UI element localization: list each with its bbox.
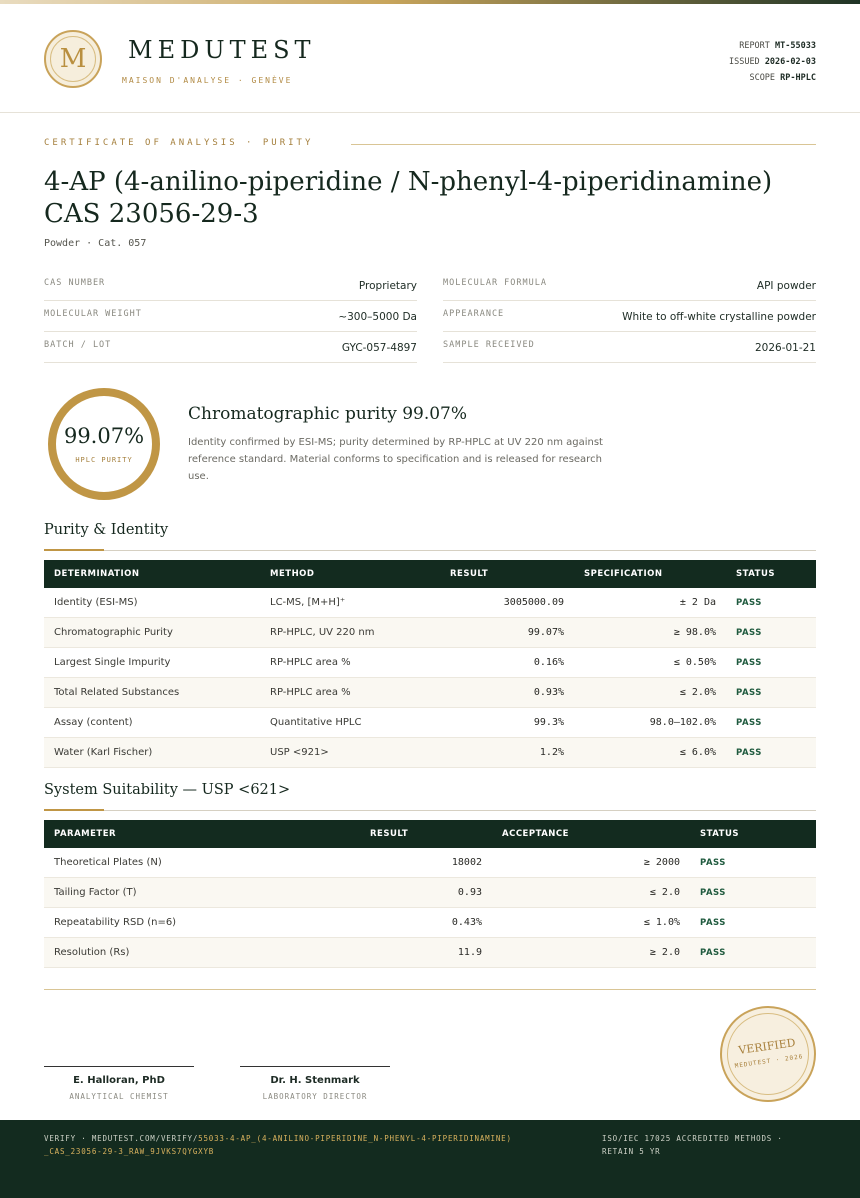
status-badge: PASS xyxy=(690,878,816,908)
tables-end-rule xyxy=(44,989,816,990)
verify-link[interactable]: 55033-4-AP_(4-ANILINO-PIPERIDINE_N-PHENYL-4-PIPERIDINAMINE)_CAS_23056-29-3_RAW_9JVKS7QYGXYB xyxy=(44,1134,512,1156)
result-cell: 0.16% xyxy=(440,648,574,678)
specification-cell: ≤ 0.50% xyxy=(574,648,726,678)
summary-text: Identity confirmed by ESI-MS; purity determined by RP-HPLC at UV 220 nm against reference standard. Material conforms to specification and is released for research use. xyxy=(188,437,603,482)
result-cell: 99.3% xyxy=(440,708,574,738)
parameter-cell: Repeatability RSD (n=6) xyxy=(44,908,360,938)
table-row xyxy=(44,848,816,878)
purity-table xyxy=(44,560,816,768)
table-row xyxy=(44,738,816,768)
status-badge: PASS xyxy=(726,678,816,708)
purity-table-header xyxy=(44,560,816,588)
footer-bar xyxy=(0,1120,860,1198)
report-number: MT-55033 xyxy=(775,41,816,51)
method-cell: Quantitative HPLC xyxy=(260,708,440,738)
purity-section-accent xyxy=(44,549,104,551)
medutest-logo xyxy=(44,30,102,88)
column-header: ACCEPTANCE xyxy=(492,820,690,848)
property-value: Proprietary xyxy=(358,280,417,292)
purity-section-title: Purity & Identity xyxy=(44,522,169,538)
determination-cell: Assay (content) xyxy=(44,708,260,738)
acceptance-cell: ≥ 2000 xyxy=(492,848,690,878)
column-header: DETERMINATION xyxy=(44,560,260,588)
result-cell: 11.9 xyxy=(360,938,492,968)
property-key: BATCH / LOT xyxy=(44,340,112,350)
table-row xyxy=(44,648,816,678)
table-row xyxy=(44,588,816,618)
kicker-rule xyxy=(351,144,816,145)
suitability-table-header xyxy=(44,820,816,848)
result-cell: 1.2% xyxy=(440,738,574,768)
determination-cell: Chromatographic Purity xyxy=(44,618,260,648)
property-key: MOLECULAR WEIGHT xyxy=(44,309,142,319)
method-cell: LC-MS, [M+H]⁺ xyxy=(260,588,440,618)
property-key: CAS NUMBER xyxy=(44,278,106,288)
property-appearance xyxy=(443,301,816,332)
table-row xyxy=(44,618,816,648)
table-row xyxy=(44,678,816,708)
result-cell: 0.93% xyxy=(440,678,574,708)
table-row xyxy=(44,938,816,968)
table-row xyxy=(44,708,816,738)
property-key: APPEARANCE xyxy=(443,309,505,319)
specification-cell: ± 2 Da xyxy=(574,588,726,618)
result-cell: 3005000.09 xyxy=(440,588,574,618)
result-cell: 99.07% xyxy=(440,618,574,648)
signature-line-director xyxy=(240,1066,390,1067)
header-divider xyxy=(0,112,860,113)
document-kicker: CERTIFICATE OF ANALYSIS · PURITY xyxy=(44,138,314,148)
status-badge: PASS xyxy=(726,588,816,618)
property-key: SAMPLE RECEIVED xyxy=(443,340,535,350)
status-badge: PASS xyxy=(690,848,816,878)
column-header: RESULT xyxy=(440,560,574,588)
suitability-section-rule xyxy=(44,810,816,811)
acceptance-cell: ≥ 2.0 xyxy=(492,938,690,968)
suitability-table xyxy=(44,820,816,968)
column-header: STATUS xyxy=(690,820,816,848)
signature-role-chemist: ANALYTICAL CHEMIST xyxy=(69,1092,169,1101)
column-header: PARAMETER xyxy=(44,820,360,848)
seal-subtext: MEDUTEST · 2026 xyxy=(734,1053,804,1070)
property-value: 2026-01-21 xyxy=(754,342,816,354)
determination-cell: Largest Single Impurity xyxy=(44,648,260,678)
column-header: RESULT xyxy=(360,820,492,848)
method-cell: RP-HPLC area % xyxy=(260,648,440,678)
property-value: White to off-white crystalline powder xyxy=(622,311,816,323)
result-cell: 18002 xyxy=(360,848,492,878)
issued-label: ISSUED xyxy=(728,57,760,67)
column-header: METHOD xyxy=(260,560,440,588)
suitability-section-title: System Suitability — USP <621> xyxy=(44,782,291,798)
column-header: SPECIFICATION xyxy=(574,560,726,588)
report-meta xyxy=(729,38,816,86)
specification-cell: ≥ 98.0% xyxy=(574,618,726,648)
column-header: STATUS xyxy=(726,560,816,588)
product-subtitle: Powder · Cat. 057 xyxy=(44,238,147,249)
purity-ring-badge xyxy=(48,388,160,500)
property-value: ~300–5000 Da xyxy=(338,311,417,323)
purity-section-rule xyxy=(44,550,816,551)
signature-name-director: Dr. H. Stenmark xyxy=(270,1075,360,1086)
parameter-cell: Resolution (Rs) xyxy=(44,938,360,968)
result-cell: 0.43% xyxy=(360,908,492,938)
brand-tagline: MAISON D'ANALYSE · GENÈVE xyxy=(122,76,293,85)
property-key: MOLECULAR FORMULA xyxy=(443,278,547,288)
scope-label: SCOPE xyxy=(749,73,776,83)
result-cell: 0.93 xyxy=(360,878,492,908)
property-molecular-formula xyxy=(443,270,816,301)
property-value: API powder xyxy=(756,280,816,292)
scope-row xyxy=(729,70,816,86)
product-title: 4-AP (4-anilino-piperidine / N-phenyl-4-piperidinamine) CAS 23056-29-3 xyxy=(44,167,773,229)
specification-cell: ≤ 6.0% xyxy=(574,738,726,768)
property-sample-received xyxy=(443,332,816,363)
summary-headline: Chromatographic purity 99.07% xyxy=(188,404,468,424)
status-badge: PASS xyxy=(726,738,816,768)
table-row xyxy=(44,878,816,908)
method-cell: RP-HPLC area % xyxy=(260,678,440,708)
accreditation-note: ISO/IEC 17025 ACCREDITED METHODS · RETAIN 5 YR xyxy=(602,1134,783,1156)
method-cell: USP <921> xyxy=(260,738,440,768)
determination-cell: Identity (ESI-MS) xyxy=(44,588,260,618)
specification-cell: ≤ 2.0% xyxy=(574,678,726,708)
suitability-section-accent xyxy=(44,809,104,811)
acceptance-cell: ≤ 2.0 xyxy=(492,878,690,908)
status-badge: PASS xyxy=(726,708,816,738)
status-badge: PASS xyxy=(726,618,816,648)
signature-line-chemist xyxy=(44,1066,194,1067)
status-badge: PASS xyxy=(726,648,816,678)
property-cas-number xyxy=(44,270,417,301)
acceptance-cell: ≤ 1.0% xyxy=(492,908,690,938)
report-label: REPORT xyxy=(739,41,770,51)
top-accent-bar xyxy=(0,0,860,4)
issued-row xyxy=(729,54,816,70)
purity-label: HPLC PURITY xyxy=(75,456,133,464)
scope-value: RP-HPLC xyxy=(780,73,816,83)
specification-cell: 98.0–102.0% xyxy=(574,708,726,738)
signature-name-chemist: E. Halloran, PhD xyxy=(73,1075,165,1086)
logo-letter: M xyxy=(59,44,87,74)
method-cell: RP-HPLC, UV 220 nm xyxy=(260,618,440,648)
verify-block xyxy=(44,1132,514,1158)
property-molecular-weight xyxy=(44,301,417,332)
determination-cell: Water (Karl Fischer) xyxy=(44,738,260,768)
brand-name: MEDUTEST xyxy=(128,36,316,64)
property-value: GYC-057-4897 xyxy=(341,342,417,354)
issued-date: 2026-02-03 xyxy=(764,57,816,67)
report-number-row xyxy=(729,38,816,54)
signature-role-director: LABORATORY DIRECTOR xyxy=(262,1092,368,1101)
verified-seal xyxy=(714,1000,822,1108)
status-badge: PASS xyxy=(690,938,816,968)
parameter-cell: Tailing Factor (T) xyxy=(44,878,360,908)
seal-text: VERIFIED xyxy=(737,1036,797,1058)
purity-value: 99.07% xyxy=(63,424,145,448)
table-row xyxy=(44,908,816,938)
property-batch-lot xyxy=(44,332,417,363)
parameter-cell: Theoretical Plates (N) xyxy=(44,848,360,878)
verify-prefix: VERIFY · MEDUTEST.COM/VERIFY/ xyxy=(44,1134,199,1143)
status-badge: PASS xyxy=(690,908,816,938)
determination-cell: Total Related Substances xyxy=(44,678,260,708)
